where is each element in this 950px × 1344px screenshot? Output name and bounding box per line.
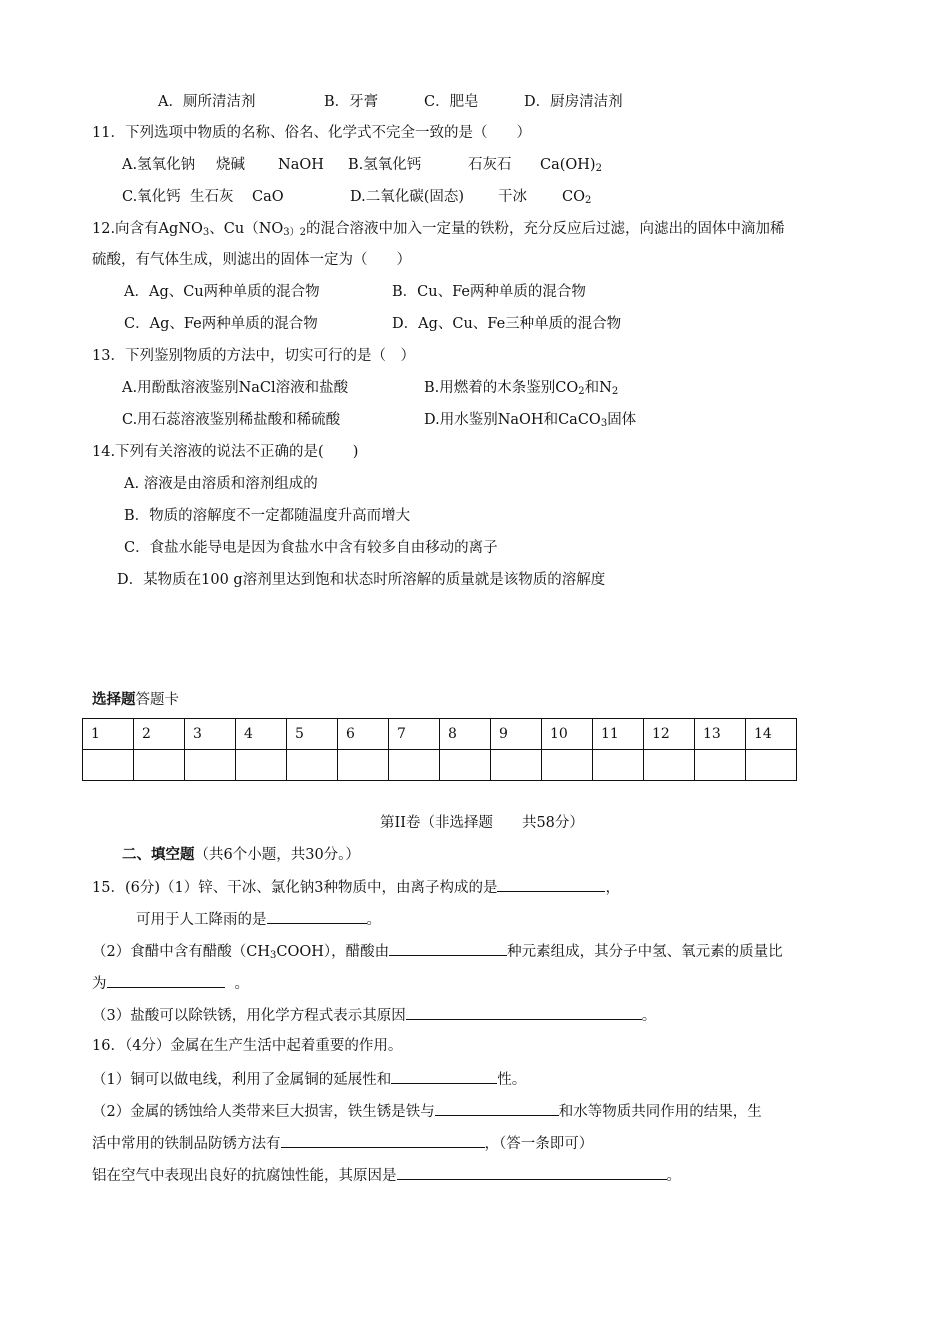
answer-card-number: 4 bbox=[236, 719, 287, 750]
q14-option-d: D．某物质在100 g溶剂里达到饱和状态时所溶解的质量就是该物质的溶解度 bbox=[117, 572, 606, 588]
answer-card-number: 13 bbox=[695, 719, 746, 750]
q15-blank-equation[interactable] bbox=[406, 1004, 642, 1020]
q15-line4: 为 。 bbox=[92, 972, 249, 994]
q15-blank-ionic[interactable] bbox=[497, 876, 605, 892]
answer-card-number: 11 bbox=[593, 719, 644, 750]
fill-section-title: 二、填空题（共6个小题，共30分。） bbox=[122, 846, 360, 863]
answer-card-number-row bbox=[83, 719, 797, 750]
answer-card-answer-cell[interactable] bbox=[389, 750, 440, 781]
q14-option-b: B．物质的溶解度不一定都随温度升高而增大 bbox=[124, 508, 411, 524]
answer-card-answer-cell[interactable] bbox=[542, 750, 593, 781]
q12-stem-line2: 硫酸，有气体生成，则滤出的固体一定为（ ） bbox=[92, 252, 411, 268]
answer-card-number: 14 bbox=[746, 719, 797, 750]
answer-card-number: 10 bbox=[542, 719, 593, 750]
q15-blank-ratio[interactable] bbox=[107, 972, 225, 988]
answer-card-number: 8 bbox=[440, 719, 491, 750]
q11-options-ab: A.氢氧化钠 烧碱 NaOH B.氢氧化钙 石灰石 $Ca(OH)_2$ bbox=[122, 157, 602, 174]
q10-option-a: A．厕所清洁剂 bbox=[158, 94, 256, 110]
answer-card-answer-cell[interactable] bbox=[491, 750, 542, 781]
q16-line1: （1）铜可以做电线，利用了金属铜的延展性和 性。 bbox=[92, 1068, 526, 1090]
answer-card-table bbox=[82, 718, 797, 781]
q15-line1: 15．(6分)（1）锌、干冰、氯化钠3种物质中，由离子构成的是 ， bbox=[92, 876, 620, 898]
answer-card-number: 6 bbox=[338, 719, 389, 750]
q13-stem: 13．下列鉴别物质的方法中，切实可行的是（ ） bbox=[92, 348, 415, 364]
answer-card-number: 12 bbox=[644, 719, 695, 750]
answer-card-title: 选择题答题卡 bbox=[92, 691, 179, 708]
answer-card-answer-cell[interactable] bbox=[644, 750, 695, 781]
q15-line2: 可用于人工降雨的是 。 bbox=[136, 908, 381, 930]
q12-options-cd: C．Ag、Fe两种单质的混合物 D．Ag、Cu、Fe三种单质的混合物 bbox=[124, 316, 622, 332]
q12-stem: 12.向含有AgNO$_3$、$Cu(NO_{3)2}$的混合溶液中加入一定量的铁粉，充分反应后过滤，向滤出的固体中滴加稀 bbox=[92, 221, 785, 238]
q15-blank-rain[interactable] bbox=[267, 908, 367, 924]
q15-line3: （2）食醋中含有醋酸$(CH_3COOH)$，醋酸由 种元素组成，其分子中氢、氧元素的质量比 bbox=[92, 940, 783, 962]
q13-options-ab: A.用酚酞溶液鉴别NaCl溶液和盐酸 B.用燃着的木条鉴别$CO_2$和$N_2$ bbox=[122, 380, 619, 397]
answer-card-answer-cell[interactable] bbox=[83, 750, 134, 781]
answer-card-answer-cell[interactable] bbox=[746, 750, 797, 781]
q14-option-a: A. 溶液是由溶质和溶剂组成的 bbox=[124, 476, 318, 492]
q15-blank-elements[interactable] bbox=[389, 940, 507, 956]
answer-card-number: 3 bbox=[185, 719, 236, 750]
q10-option-b: B．牙膏 bbox=[324, 94, 379, 110]
q16-line4: 铝在空气中表现出良好的抗腐蚀性能，其原因是 。 bbox=[92, 1164, 681, 1186]
answer-card-answer-cell[interactable] bbox=[695, 750, 746, 781]
q16-line3: 活中常用的铁制品防锈方法有 ，（答一条即可） bbox=[92, 1132, 593, 1154]
answer-card-answer-cell[interactable] bbox=[338, 750, 389, 781]
answer-card-answer-row bbox=[83, 750, 797, 781]
answer-card-answer-cell[interactable] bbox=[236, 750, 287, 781]
q16-blank-prevention[interactable] bbox=[281, 1132, 485, 1148]
q12-options-ab: A．Ag、Cu两种单质的混合物 B．Cu、Fe两种单质的混合物 bbox=[124, 284, 586, 300]
answer-card-number: 2 bbox=[134, 719, 185, 750]
q14-stem: 14.下列有关溶液的说法不正确的是( ) bbox=[92, 444, 359, 460]
q11-stem: 11．下列选项中物质的名称、俗名、化学式不完全一致的是（ ） bbox=[92, 125, 531, 141]
answer-card-answer-cell[interactable] bbox=[287, 750, 338, 781]
volume-title: 第II卷（非选择题 共58分） bbox=[380, 815, 584, 831]
q11-options-cd: C.氧化钙 生石灰 CaO D.二氧化碳(固态) 干冰 $CO_2$ bbox=[122, 189, 592, 206]
q16-blank-property[interactable] bbox=[391, 1068, 497, 1084]
q14-option-c: C．食盐水能导电是因为食盐水中含有较多自由移动的离子 bbox=[124, 540, 498, 556]
q10-options bbox=[158, 92, 623, 112]
answer-card-number: 5 bbox=[287, 719, 338, 750]
answer-card-number: 7 bbox=[389, 719, 440, 750]
q16-blank-aluminum[interactable] bbox=[397, 1164, 667, 1180]
q16-line2: （2）金属的锈蚀给人类带来巨大损害，铁生锈是铁与 和水等物质共同作用的结果，生 bbox=[92, 1100, 762, 1122]
answer-card-answer-cell[interactable] bbox=[134, 750, 185, 781]
q16-blank-rust[interactable] bbox=[435, 1100, 559, 1116]
answer-card-answer-cell[interactable] bbox=[185, 750, 236, 781]
q15-line5: （3）盐酸可以除铁锈，用化学方程式表示其原因 。 bbox=[92, 1004, 656, 1026]
q13-options-cd: C.用石蕊溶液鉴别稀盐酸和稀硫酸 D.用水鉴别NaOH和CaCO$_3$固体 bbox=[122, 412, 637, 429]
answer-card-number: 9 bbox=[491, 719, 542, 750]
q16-stem: 16．（4分）金属在生产生活中起着重要的作用。 bbox=[92, 1038, 403, 1054]
answer-card-answer-cell[interactable] bbox=[593, 750, 644, 781]
answer-card-answer-cell[interactable] bbox=[440, 750, 491, 781]
q10-option-c: C．肥皂 bbox=[424, 94, 479, 110]
q10-option-d: D．厨房清洁剂 bbox=[524, 94, 623, 110]
answer-card-number: 1 bbox=[83, 719, 134, 750]
